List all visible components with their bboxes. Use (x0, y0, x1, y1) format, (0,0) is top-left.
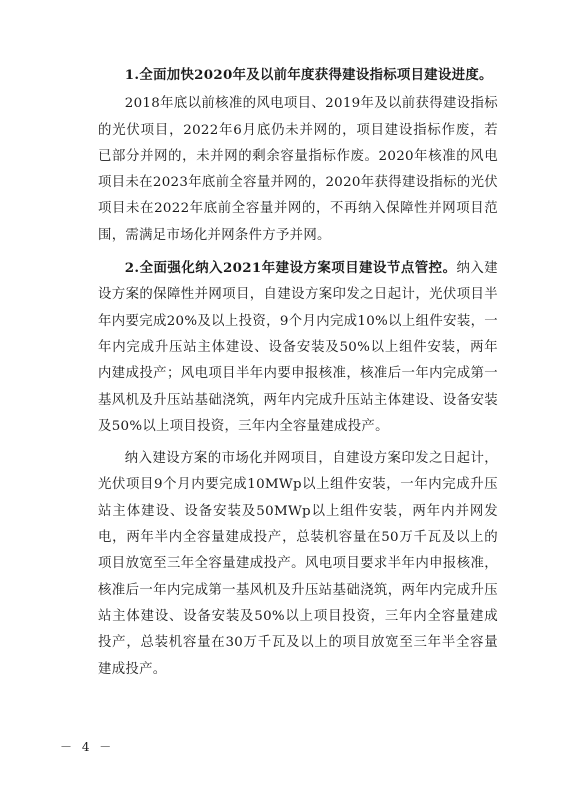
page-number: － 4 － (60, 740, 115, 754)
section-1-title: 1.全面加快2020年及以前年度获得建设指标项目建设进度。 (124, 67, 493, 83)
section-1-paragraph: 2018年底以前核准的风电项目、2019年及以前获得建设指标的光伏项目，2022年6月底仍未并网的，项目建设指标作废，若已部分并网的，未并网的剩余容量指标作废。2020年核准的风电项目未在2023年底前全容量并网的，2020年获得建设指标的光伏项目未在2022年底前全容量并网的，不再纳入保障性并网项目范围，需满足市场化并网条件方予并网。 (98, 96, 498, 243)
section-2-paragraph (98, 255, 498, 440)
section-2-extra-paragraph: 纳入建设方案的市场化并网项目，自建设方案印发之日起计，光伏项目9个月内要完成10MWp以上组件安装，一年内完成升压站主体建设、设备安装及50MWp以上组件安装，两年内并网发电，两年半内全容量建成投产，总装机容量在50万千瓦及以上的项目放宽至三年全容量建成投产。风电项目要求半年内申报核准，核准后一年内完成第一基风机及升压站基础浇筑，两年内完成升压站主体建设、设备安装及50%以上项目投资，三年内全容量建成投产，总装机容量在30万千瓦及以上的项目放宽至三年半全容量建成投产。 (98, 451, 498, 677)
section-2-body: 纳入建设方案的保障性并网项目，自建设方案印发之日起计，光伏项目半年内要完成20%及以上投资，9个月内完成10%以上组件安装，一年内完成升压站主体建设、设备安装及50%以上组件安装，两年内建成投产；风电项目半年内要申报核准，核准后一年内完成第一基风机及升压站基础浇筑，两年内完成升压站主体建设、设备安装及50%以上项目投资，三年内全容量建成投产。 (98, 261, 498, 434)
document-body (98, 62, 498, 689)
section-1-heading (98, 62, 498, 89)
section-2-title: 2.全面强化纳入2021年建设方案项目建设节点管控。 (124, 260, 457, 277)
